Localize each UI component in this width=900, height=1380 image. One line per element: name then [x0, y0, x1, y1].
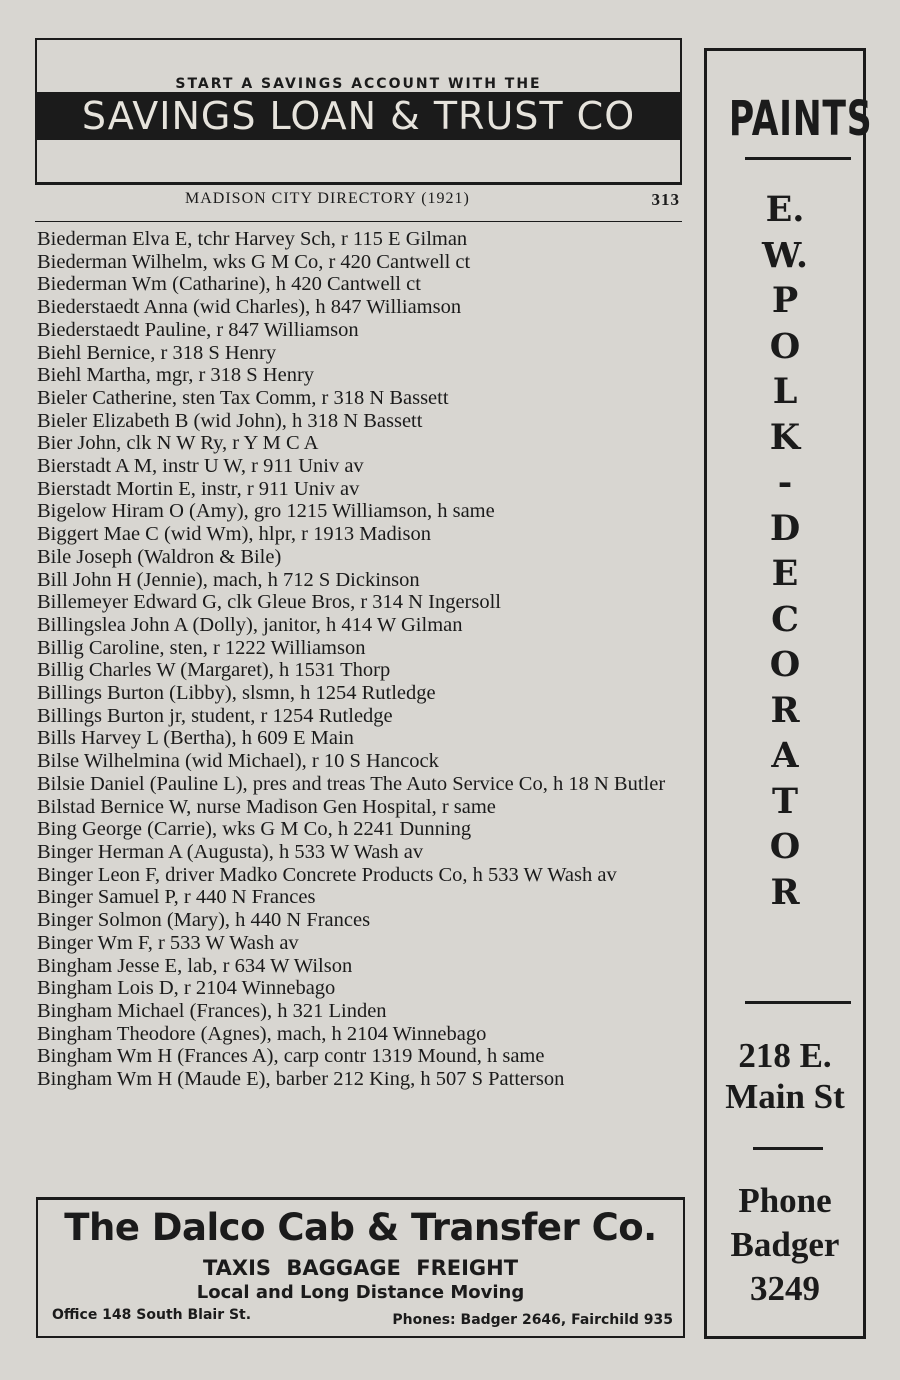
directory-entry: Bingham Wm H (Maude E), barber 212 King, h 507 S Patterson	[37, 1068, 565, 1091]
directory-entry: Billings Burton jr, student, r 1254 Rutledge	[37, 704, 393, 727]
directory-entries	[37, 228, 683, 1091]
directory-entry: Bier John, clk N W Ry, r Y M C A	[37, 432, 319, 455]
directory-entry: Bingham Jesse E, lab, r 634 W Wilson	[37, 954, 353, 977]
directory-entry: Bingham Wm H (Frances A), carp contr 1319 Mound, h same	[37, 1045, 545, 1068]
directory-entry: Bing George (Carrie), wks G M Co, h 2241 Dunning	[37, 818, 472, 841]
decorator-letter: R	[770, 871, 800, 913]
directory-entry: Biederstaedt Pauline, r 847 Williamson	[37, 318, 359, 341]
dalco-moving: Local and Long Distance Moving	[196, 1282, 525, 1303]
decorator-letter: E	[771, 553, 799, 594]
savings-ad	[35, 38, 682, 185]
decorator-letter: K	[769, 416, 801, 458]
directory-entry: Biederman Elva E, tchr Harvey Sch, r 115 E Gilman	[37, 228, 468, 250]
running-header	[35, 190, 682, 212]
paints-heading: PAINTS	[728, 91, 873, 147]
decorator-letters	[707, 187, 863, 915]
paints-phone-exchange: Badger	[730, 1225, 840, 1264]
paints-rule-top	[745, 157, 851, 160]
decorator-letter: O	[769, 644, 801, 685]
directory-entry: Biederstaedt Anna (wid Charles), h 847 Williamson	[37, 296, 462, 319]
decorator-letter: A	[771, 735, 799, 776]
directory-entry: Billemeyer Edward G, clk Gleue Bros, r 314 N Ingersoll	[37, 591, 501, 614]
decorator-letter: -	[777, 462, 793, 503]
directory-entry: Biederman Wm (Catharine), h 420 Cantwell ct	[37, 273, 421, 296]
decorator-letter: L	[772, 371, 798, 412]
directory-entry: Binger Herman A (Augusta), h 533 W Wash av	[37, 840, 424, 863]
decorator-letter: P	[771, 280, 799, 321]
paints-rule-mid	[745, 1001, 851, 1004]
directory-entry: Bilse Wilhelmina (wid Michael), r 10 S Hancock	[37, 750, 439, 773]
directory-entry: Biehl Martha, mgr, r 318 S Henry	[37, 364, 315, 387]
dalco-services: TAXIS BAGGAGE FREIGHT	[202, 1256, 519, 1280]
directory-entry: Billig Caroline, sten, r 1222 Williamson	[37, 636, 366, 659]
directory-entry: Bingham Michael (Frances), h 321 Linden	[37, 999, 387, 1022]
directory-entry: Biehl Bernice, r 318 S Henry	[37, 341, 277, 364]
paints-phone-label: Phone	[738, 1181, 832, 1220]
directory-entry: Bigelow Hiram O (Amy), gro 1215 Williamson, h same	[37, 500, 495, 523]
savings-ad-tagline: START A SAVINGS ACCOUNT WITH THE	[175, 76, 542, 92]
directory-entry: Billig Charles W (Margaret), h 1531 Thorp	[37, 659, 391, 682]
directory-entry: Bierstadt A M, instr U W, r 911 Univ av	[37, 455, 364, 478]
directory-entry: Bilsie Daniel (Pauline L), pres and treas The Auto Service Co, h 18 N Butler	[37, 772, 666, 795]
paints-address-line1: 218 E.	[738, 1036, 832, 1075]
directory-entry: Binger Wm F, r 533 W Wash av	[37, 931, 299, 954]
dalco-company-name: The Dalco Cab & Transfer Co.	[64, 1206, 657, 1249]
page-number: 313	[651, 190, 680, 209]
dalco-phones: Phones: Badger 2646, Fairchild 935	[392, 1312, 673, 1328]
directory-entry: Biederman Wilhelm, wks G M Co, r 420 Cantwell ct	[37, 250, 471, 273]
directory-entry: Bile Joseph (Waldron & Bile)	[37, 545, 282, 568]
directory-entry: Billings Burton (Libby), slsmn, h 1254 Rutledge	[37, 682, 436, 705]
directory-entry: Bieler Elizabeth B (wid John), h 318 N Bassett	[37, 409, 423, 432]
directory-entry: Bilstad Bernice W, nurse Madison Gen Hospital, r same	[37, 795, 496, 818]
paints-rule-low	[753, 1147, 823, 1150]
decorator-letter: T	[771, 780, 799, 822]
savings-ad-name: SAVINGS LOAN & TRUST CO	[37, 92, 680, 140]
directory-entry: Bills Harvey L (Bertha), h 609 E Main	[37, 727, 354, 750]
decorator-letter: D	[769, 507, 801, 549]
paints-phone	[707, 1179, 863, 1311]
directory-entry: Bill John H (Jennie), mach, h 712 S Dickinson	[37, 568, 420, 591]
decorator-letter: O	[769, 325, 801, 367]
paints-ad	[704, 48, 873, 1339]
decorator-letter: E.	[765, 189, 805, 230]
directory-entry: Bieler Catherine, sten Tax Comm, r 318 N Bassett	[37, 386, 449, 409]
directory-entry: Binger Leon F, driver Madko Concrete Products Co, h 533 W Wash av	[37, 863, 617, 886]
dalco-office: Office 148 South Blair St.	[52, 1307, 252, 1323]
dalco-cab-ad	[36, 1197, 685, 1338]
header-divider	[35, 221, 682, 222]
directory-entry: Biggert Mae C (wid Wm), hlpr, r 1913 Madison	[37, 523, 431, 546]
directory-entry: Bierstadt Mortin E, instr, r 911 Univ av	[37, 477, 360, 500]
decorator-letter: C	[771, 598, 799, 640]
decorator-letter: O	[769, 826, 801, 867]
directory-entry: Bingham Theodore (Agnes), mach, h 2104 Winnebago	[37, 1022, 487, 1045]
directory-entry: Billingslea John A (Dolly), janitor, h 414 W Gilman	[37, 613, 463, 636]
paints-address-line2: Main St	[725, 1077, 845, 1116]
paints-address	[707, 1035, 863, 1117]
directory-entry: Bingham Lois D, r 2104 Winnebago	[37, 977, 336, 1000]
decorator-letter: W.	[761, 234, 809, 276]
directory-entry: Binger Solmon (Mary), h 440 N Frances	[37, 909, 371, 932]
decorator-letter: R	[770, 689, 800, 731]
paints-phone-number: 3249	[750, 1269, 820, 1308]
directory-entry: Binger Samuel P, r 440 N Frances	[37, 886, 316, 909]
directory-title: MADISON CITY DIRECTORY (1921)	[185, 190, 470, 207]
